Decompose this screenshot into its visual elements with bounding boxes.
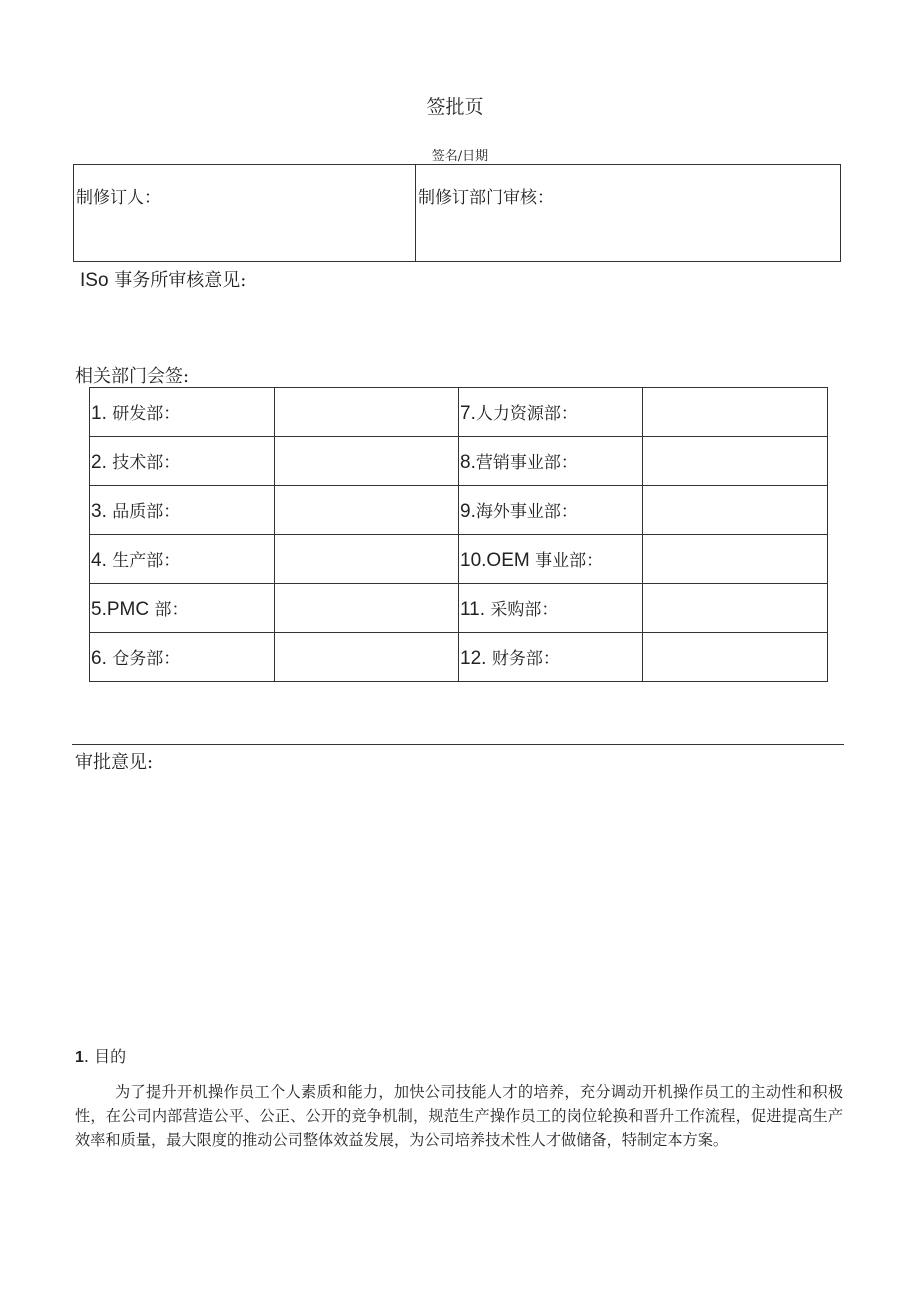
dept-number: 4. bbox=[91, 550, 107, 571]
signature-table bbox=[73, 164, 841, 262]
dept-number: 6. bbox=[91, 648, 107, 669]
dept-label-cell bbox=[90, 388, 275, 437]
iso-review-label bbox=[80, 266, 246, 292]
dept-name: 人力资源部： bbox=[475, 404, 578, 424]
dept-label-cell bbox=[459, 437, 643, 486]
dept-review-cell: 制修订部门审核： bbox=[418, 188, 554, 208]
dept-name: 研发部： bbox=[106, 404, 181, 424]
signature-cell bbox=[643, 584, 828, 633]
dept-label-cell bbox=[459, 388, 643, 437]
dept-number: 8. bbox=[460, 452, 476, 473]
table-row bbox=[90, 535, 828, 584]
dept-number: 1. bbox=[91, 403, 107, 424]
dept-label-cell bbox=[90, 633, 275, 682]
signature-cell bbox=[643, 633, 828, 682]
table-row bbox=[90, 388, 828, 437]
dept-number: 5.PMC bbox=[91, 599, 150, 620]
dept-number: 11. bbox=[460, 599, 486, 620]
dept-number: 7. bbox=[460, 403, 476, 424]
reviser-cell: 制修订人： bbox=[74, 165, 416, 261]
dept-label-cell bbox=[459, 535, 643, 584]
signature-cell bbox=[275, 535, 459, 584]
dept-name: 技术部： bbox=[106, 453, 181, 473]
dept-label-cell bbox=[459, 584, 643, 633]
table-row bbox=[90, 633, 828, 682]
signature-cell bbox=[275, 486, 459, 535]
purpose-paragraph: 为了提升开机操作员工个人素质和能力，加快公司技能人才的培养，充分调动开机操作员工的主动性和积极性，在公司内部营造公平、公正、公开的竞争机制，规范生产操作员工的岗位轮换和晋升工作流程，促进提高生产效率和质量，最大限度的推动公司整体效益发展，为公司培养技术性人才做储备，特制定本方案。 bbox=[75, 1083, 843, 1149]
signature-cell bbox=[275, 437, 459, 486]
signature-cell bbox=[275, 584, 459, 633]
signature-cell bbox=[643, 388, 828, 437]
signature-cell bbox=[643, 437, 828, 486]
dept-label-cell bbox=[90, 584, 275, 633]
section-number: 1 bbox=[75, 1049, 84, 1066]
dept-name: 品质部： bbox=[106, 502, 181, 522]
table-row bbox=[90, 584, 828, 633]
dept-number: 12. bbox=[460, 648, 487, 669]
iso-prefix: ISo bbox=[80, 270, 109, 291]
signature-cell bbox=[275, 388, 459, 437]
dept-number: 10.OEM bbox=[460, 550, 530, 571]
dept-label-cell bbox=[90, 486, 275, 535]
dept-name: 海外事业部： bbox=[475, 502, 578, 522]
iso-review-text: 事务所审核意见: bbox=[108, 270, 247, 291]
dept-number: 9. bbox=[460, 501, 476, 522]
table-row bbox=[90, 437, 828, 486]
dept-name: 事业部： bbox=[529, 551, 604, 571]
dept-name: 营销事业部： bbox=[475, 453, 578, 473]
dept-name: 生产部： bbox=[106, 551, 181, 571]
dept-label-cell bbox=[90, 437, 275, 486]
dept-name: 部： bbox=[149, 600, 189, 620]
signature-date-label: 签名/日期 bbox=[431, 149, 489, 164]
signature-cell bbox=[275, 633, 459, 682]
dept-label-cell bbox=[459, 486, 643, 535]
approval-opinion-label: 审批意见: bbox=[75, 752, 154, 773]
dept-name: 财务部： bbox=[486, 649, 560, 669]
table-row bbox=[90, 486, 828, 535]
dept-name: 仓务部： bbox=[106, 649, 181, 669]
dept-label-cell bbox=[90, 535, 275, 584]
department-cosign-table bbox=[89, 387, 828, 682]
signature-cell bbox=[643, 535, 828, 584]
dept-label-cell bbox=[459, 633, 643, 682]
dept-name: 采购部： bbox=[485, 600, 559, 620]
section-title: . 目的 bbox=[83, 1047, 127, 1066]
section-heading bbox=[75, 1044, 126, 1067]
page-title: 签批页 bbox=[426, 96, 484, 118]
divider bbox=[72, 744, 844, 745]
dept-number: 3. bbox=[91, 501, 107, 522]
signature-cell bbox=[643, 486, 828, 535]
cosign-label: 相关部门会签: bbox=[75, 366, 190, 387]
dept-number: 2. bbox=[91, 452, 107, 473]
